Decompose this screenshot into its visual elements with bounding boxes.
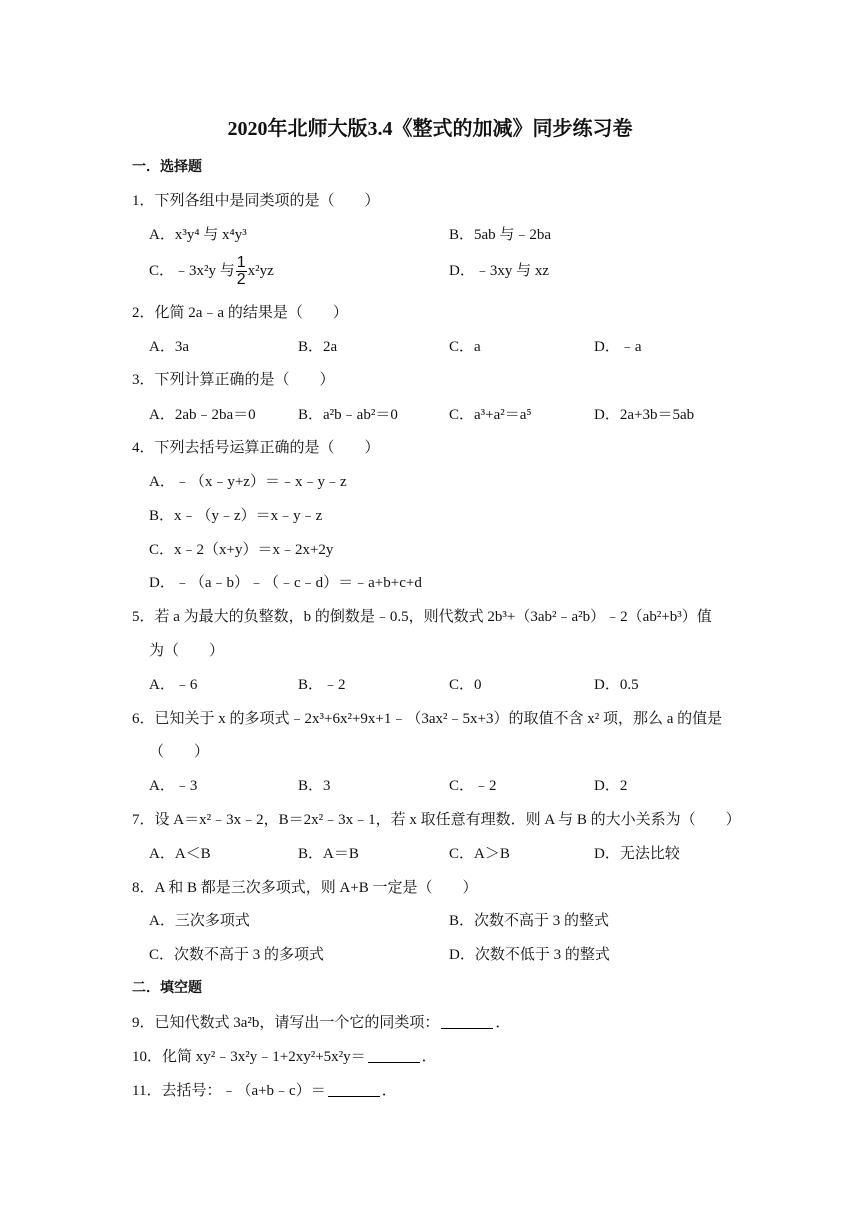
q7-option-b: B．A＝B	[298, 846, 359, 862]
fraction-one-half	[236, 255, 247, 288]
q1-option-a: A．x³y⁴ 与 x⁴y³	[149, 227, 247, 243]
q8-option-b: B．次数不高于 3 的整式	[449, 913, 610, 929]
q2-option-d: D．﹣a	[594, 339, 642, 355]
answer-blank[interactable]	[441, 1014, 493, 1029]
question-4-stem: 4．下列去括号运算正确的是（ ）	[132, 440, 380, 456]
q2-option-c: C．a	[449, 339, 481, 355]
q3-option-b: B．a²b﹣ab²＝0	[298, 407, 398, 423]
fraction-denominator: 2	[236, 271, 246, 289]
question-8-stem: 8．A 和 B 都是三次多项式，则 A+B 一定是（ ）	[132, 880, 478, 896]
question-11-stem: 11．去括号：﹣（a+b﹣c）＝	[132, 1083, 326, 1099]
q6-option-b: B．3	[298, 778, 331, 794]
q4-option-c: C．x﹣2（x+y）＝x﹣2x+2y	[149, 542, 334, 558]
q3-option-c: C．a³+a²＝a⁵	[449, 407, 532, 423]
answer-blank[interactable]	[368, 1048, 420, 1063]
fraction-numerator: 1	[236, 254, 246, 272]
q6-option-d: D．2	[594, 778, 628, 794]
q5-option-c: C．0	[449, 677, 482, 693]
question-7-stem: 7．设 A＝x²﹣3x﹣2，B＝2x²﹣3x﹣1，若 x 取任意有理数．则 A 与 B 的大小关系为（ ）	[132, 812, 741, 828]
question-10-stem: 10．化简 xy²﹣3x²y﹣1+2xy²+5x²y＝	[132, 1049, 366, 1065]
q2-option-b: B．2a	[298, 339, 338, 355]
q4-option-a: A．﹣（x﹣y+z）＝﹣x﹣y﹣z	[149, 474, 347, 490]
question-9-stem: 9．已知代数式 3a²b，请写出一个它的同类项：	[132, 1015, 440, 1031]
q6-option-c: C．﹣2	[449, 778, 497, 794]
section-choice: 一．选择题	[132, 160, 202, 175]
q6-option-a: A．﹣3	[149, 778, 198, 794]
q8-option-d: D．次数不低于 3 的整式	[449, 947, 610, 963]
q4-option-b: B．x﹣（y﹣z）＝x﹣y﹣z	[149, 508, 323, 524]
q3-option-d: D．2a+3b＝5ab	[594, 407, 695, 423]
page-title: 2020年北师大版3.4《整式的加减》同步练习卷	[227, 118, 633, 140]
q7-option-d: D．无法比较	[594, 846, 680, 862]
question-11	[132, 1081, 397, 1101]
q3-option-a: A．2ab﹣2ba＝0	[149, 407, 256, 423]
question-9	[132, 1013, 510, 1033]
q1-option-b: B．5ab 与﹣2ba	[449, 227, 552, 243]
q1-option-c-suffix: x²yz	[247, 263, 274, 279]
q5-option-a: A．﹣6	[149, 677, 198, 693]
q4-option-d: D．﹣（a﹣b）﹣（﹣c﹣d）＝﹣a+b+c+d	[149, 575, 422, 591]
q1-option-c	[149, 254, 274, 288]
q7-option-a: A．A＜B	[149, 846, 211, 862]
section-fill-in: 二．填空题	[132, 981, 202, 996]
question-10	[132, 1047, 437, 1067]
q1-option-c-prefix: C．﹣3x²y 与	[149, 263, 235, 279]
question-5-stem: 5．若 a 为最大的负整数，b 的倒数是﹣0.5，则代数式 2b³+（3ab²﹣a²b）﹣2（ab²+b³）值	[132, 609, 712, 625]
question-2-stem: 2．化简 2a﹣a 的结果是（ ）	[132, 305, 348, 321]
question-5-stem-cont: 为（ ）	[149, 643, 225, 659]
question-1-stem: 1．下列各组中是同类项的是（ ）	[132, 193, 380, 209]
question-3-stem: 3．下列计算正确的是（ ）	[132, 372, 335, 388]
q2-option-a: A．3a	[149, 339, 189, 355]
answer-blank[interactable]	[328, 1082, 380, 1097]
q5-option-b: B．﹣2	[298, 677, 346, 693]
q5-option-d: D．0.5	[594, 677, 639, 693]
question-11-end: ．	[381, 1083, 397, 1099]
q1-option-d: D．﹣3xy 与 xz	[449, 263, 549, 279]
q7-option-c: C．A＞B	[449, 846, 510, 862]
q8-option-c: C．次数不高于 3 的多项式	[149, 947, 325, 963]
question-6-stem-cont: （ ）	[149, 744, 210, 760]
q8-option-a: A．三次多项式	[149, 913, 250, 929]
question-6-stem: 6．已知关于 x 的多项式﹣2x³+6x²+9x+1﹣（3ax²﹣5x+3）的取值不含 x² 项，那么 a 的值是	[132, 711, 723, 727]
question-9-end: ．	[495, 1015, 511, 1031]
question-10-end: ．	[421, 1049, 437, 1065]
